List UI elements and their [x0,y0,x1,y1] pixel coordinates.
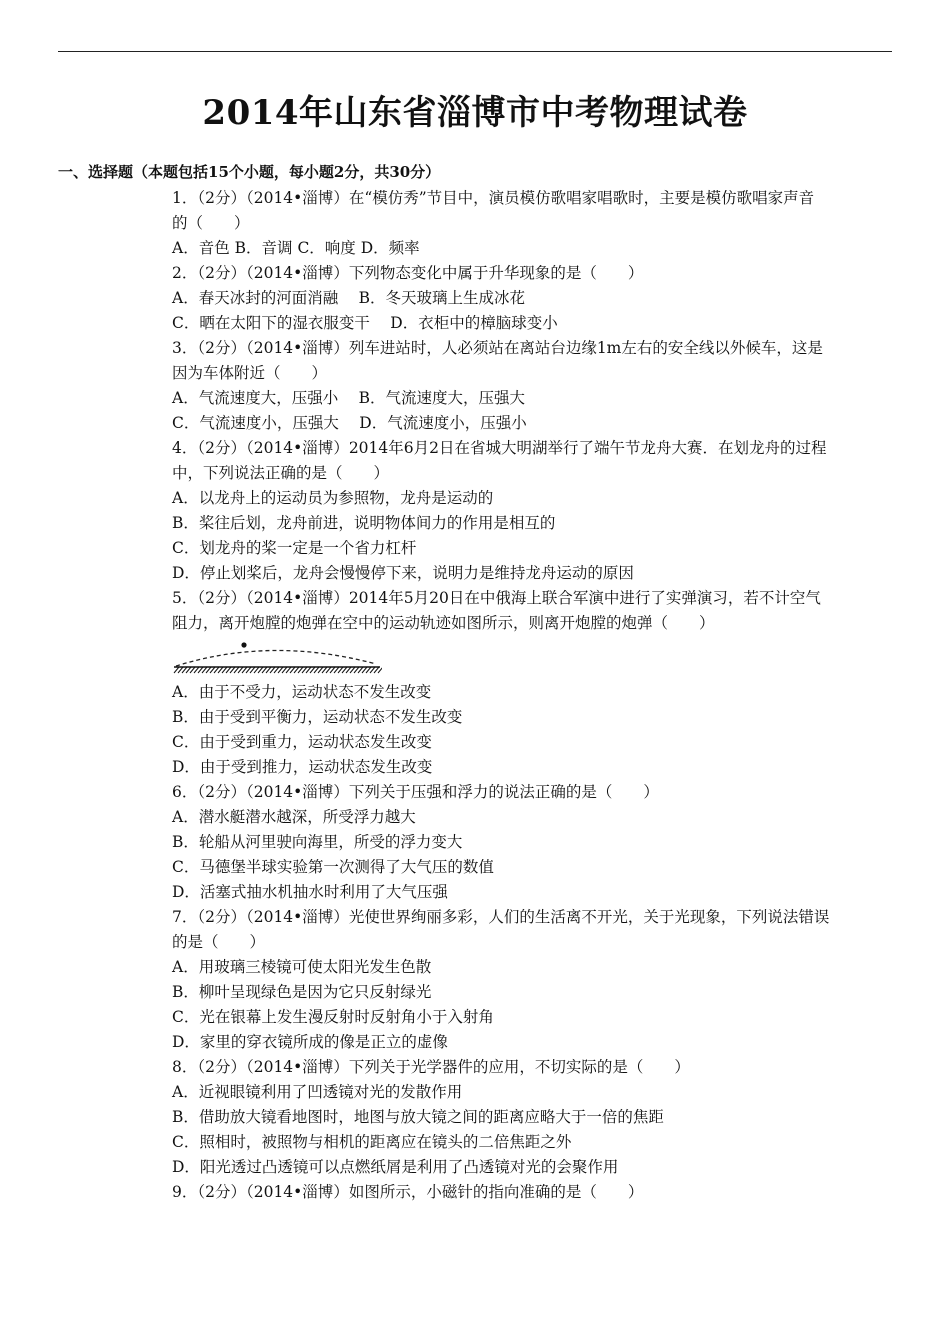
top-rule [58,51,892,52]
answer-option-line: A．近视眼镜利用了凹透镜对光的发散作用 [172,1083,463,1101]
question-8 [172,1055,892,1180]
answer-option-line: C．划龙舟的桨一定是一个省力杠杆 [172,539,417,557]
answer-option-line: C．照相时，被照物与相机的距离应在镜头的二倍焦距之外 [172,1133,572,1151]
answer-option-line: D．阳光透过凸透镜可以点燃纸屑是利用了凸透镜对光的会聚作用 [172,1158,619,1176]
answer-option-line: A．春天冰封的河面消融 B．冬天玻璃上生成冰花 [172,289,526,307]
answer-option-line: A．音色 B．音调 C．响度 D．频率 [172,239,420,257]
question-stem-line: 2．（2分）（2014•淄博）下列物态变化中属于升华现象的是（ ） [172,264,644,282]
question-3 [172,336,892,436]
answer-option-line: B．桨往后划，龙舟前进，说明物体间力的作用是相互的 [172,514,556,532]
answer-option-line: A．潜水艇潜水越深，所受浮力越大 [172,808,416,826]
answer-option-line: A．气流速度大，压强小 B．气流速度大，压强大 [172,389,526,407]
section-heading: 一、选择题（本题包括15个小题，每小题2分，共30分） [58,163,441,181]
question-5 [172,586,892,780]
question-stem-line: 阻力，离开炮膛的炮弹在空中的运动轨迹如图所示，则离开炮膛的炮弹（ ） [172,614,715,632]
question-stem-line: 7．（2分）（2014•淄博）光使世界绚丽多彩，人们的生活离不开光，关于光现象，下列说法错误 [172,908,830,926]
answer-option-line: D．活塞式抽水机抽水时利用了大气压强 [172,883,448,901]
answer-option-line: B．借助放大镜看地图时，地图与放大镜之间的距离应略大于一倍的焦距 [172,1108,664,1126]
question-stem-line: 4．（2分）（2014•淄博）2014年6月2日在省城大明湖举行了端午节龙舟大赛．在划龙舟的过程 [172,439,827,457]
question-1 [172,186,892,261]
answer-option-line: C．气流速度小，压强大 D．气流速度小，压强小 [172,414,527,432]
answer-option-line: B．由于受到平衡力，运动状态不发生改变 [172,708,463,726]
answer-option-line: B．柳叶呈现绿色是因为它只反射绿光 [172,983,432,1001]
answer-option-line: A．用玻璃三棱镜可使太阳光发生色散 [172,958,432,976]
answer-option-line: C．马德堡半球实验第一次测得了大气压的数值 [172,858,494,876]
question-stem-line: 6．（2分）（2014•淄博）下列关于压强和浮力的说法正确的是（ ） [172,783,659,801]
question-stem-line: 中，下列说法正确的是（ ） [172,464,390,482]
projectile-trajectory-figure [172,638,382,676]
question-stem-line: 3．（2分）（2014•淄博）列车进站时，人必须站在离站台边缘1m左右的安全线以外候车，这是 [172,339,823,357]
question-stem-line: 的是（ ） [172,933,266,951]
question-stem-line: 8．（2分）（2014•淄博）下列关于光学器件的应用，不切实际的是（ ） [172,1058,690,1076]
page-title: 2014年山东省淄博市中考物理试卷 [202,93,748,133]
question-stem-line: 的（ ） [172,214,250,232]
question-7 [172,905,892,1055]
question-2 [172,261,892,336]
question-stem-line: 1．（2分）（2014•淄博）在“模仿秀”节目中，演员模仿歌唱家唱歌时，主要是模仿歌唱家声音 [172,189,815,207]
answer-option-line: C．由于受到重力，运动状态发生改变 [172,733,432,751]
answer-option-line: A．由于不受力，运动状态不发生改变 [172,683,432,701]
answer-option-line: C．晒在太阳下的湿衣服变干 D．衣柜中的樟脑球变小 [172,314,558,332]
question-stem-line: 5．（2分）（2014•淄博）2014年5月20日在中俄海上联合军演中进行了实弹演习，若不计空气 [172,589,821,607]
answer-option-line: B．轮船从河里驶向海里，所受的浮力变大 [172,833,463,851]
answer-option-line: A．以龙舟上的运动员为参照物，龙舟是运动的 [172,489,494,507]
question-list [172,186,892,1205]
answer-option-line: C．光在银幕上发生漫反射时反射角小于入射角 [172,1008,494,1026]
answer-option-line: D．停止划桨后，龙舟会慢慢停下来，说明力是维持龙舟运动的原因 [172,564,634,582]
question-6 [172,780,892,905]
answer-option-line: D．由于受到推力，运动状态发生改变 [172,758,433,776]
question-4 [172,436,892,586]
question-9 [172,1180,892,1205]
question-stem-line: 因为车体附近（ ） [172,364,328,382]
question-stem-line: 9．（2分）（2014•淄博）如图所示，小磁针的指向准确的是（ ） [172,1183,644,1201]
answer-option-line: D．家里的穿衣镜所成的像是正立的虚像 [172,1033,448,1051]
